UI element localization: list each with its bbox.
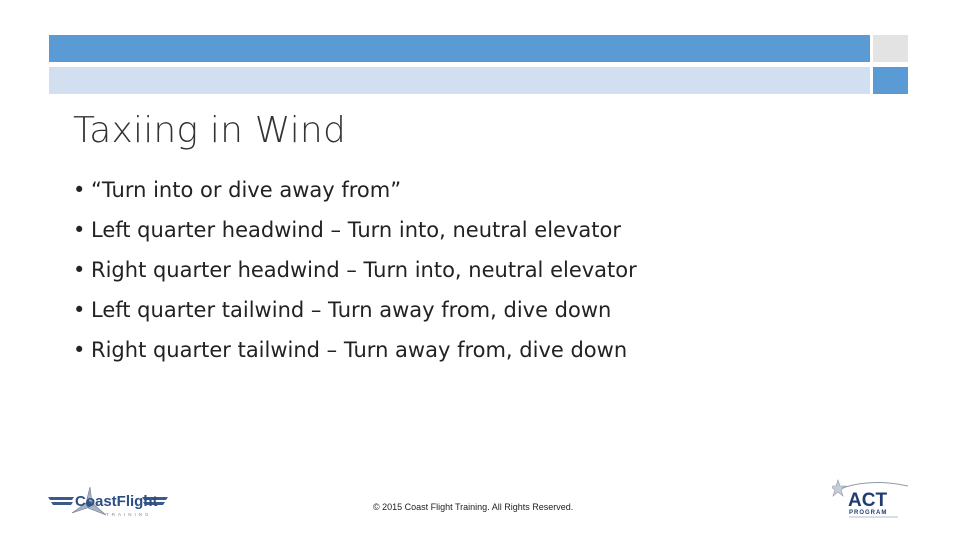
logo-left-subtext: TRAINING [106,512,152,517]
logo-right-subtext: PROGRAM [849,510,888,516]
bullet-marker: • [73,298,86,322]
bullet-marker: • [73,338,86,362]
header-bar-top [49,35,870,62]
bullet-item [73,338,637,378]
act-program-logo [832,478,910,520]
copyright-text: © 2015 Coast Flight Training. All Rights Reserved. [373,502,574,512]
header-bar-top-right [873,35,908,62]
bullet-marker: • [73,218,86,242]
bullet-text: Right quarter tailwind – Turn away from, dive down [91,338,628,362]
bullet-item [73,218,637,258]
bullet-item [73,258,637,298]
bullet-text: Right quarter headwind – Turn into, neutral elevator [91,258,637,282]
coast-flight-logo [46,483,170,521]
header-bar-middle [49,67,870,94]
slide-title: Taxiing in Wind [73,110,346,151]
header-bar-middle-right [873,67,908,94]
bullet-item [73,298,637,338]
bullet-marker: • [73,258,86,282]
bullet-list [73,178,637,378]
logo-right-text: ACT [848,490,888,511]
bullet-text: “Turn into or dive away from” [91,178,402,202]
logo-left-text: CoastFlight [75,493,158,510]
bullet-marker: • [73,178,86,202]
bullet-item [73,178,637,218]
bullet-text: Left quarter headwind – Turn into, neutral elevator [91,218,621,242]
bullet-text: Left quarter tailwind – Turn away from, dive down [91,298,612,322]
